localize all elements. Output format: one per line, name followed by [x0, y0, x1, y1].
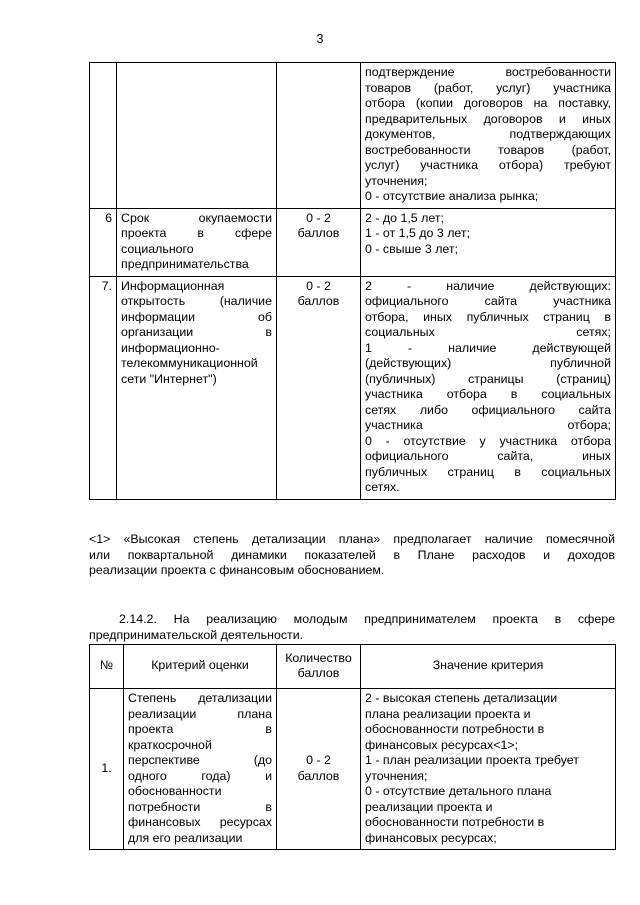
text-line: Информационная [121, 278, 225, 293]
text-line: реализации проекта и [365, 799, 493, 814]
row-number [90, 63, 117, 209]
text-line: реализации плана [128, 706, 272, 721]
text-line: краткосрочной [128, 737, 212, 752]
text-line: обоснованности [128, 784, 222, 798]
header-points [277, 645, 361, 689]
text-line: 0 - отсутствие детального плана [365, 784, 552, 798]
text-line: финансовых ресурсах<1>; [365, 737, 519, 752]
text-line: реализации проекта с финансовым обоснованием. [89, 563, 385, 577]
text-line: уточнения; [365, 173, 428, 188]
text-line: 0 - отсутствие анализа рынка; [365, 189, 539, 203]
text-line: Степень детализации [128, 691, 272, 705]
row-number: 6 [90, 208, 117, 276]
text-line: <1> «Высокая степень детализации плана» предполагает наличие помесячной [89, 532, 615, 546]
text-line: сетях либо официального сайта [365, 402, 611, 417]
row-number: 1. [90, 689, 124, 850]
text-line: открытость (наличие [121, 294, 272, 308]
text-line: 0 - отсутствие у участника отбора [365, 433, 611, 448]
header-value: Значение критерия [361, 645, 616, 689]
table-row [90, 63, 616, 209]
criterion-cell [117, 276, 277, 499]
text-line: предварительных договоров и иных [365, 111, 611, 126]
text-line: 2.14.2. На реализацию молодым предпринимателем проекта в сфере [119, 612, 615, 626]
text-line: 2 - наличие действующих: [365, 278, 611, 293]
text-line: услуг) участника отбора) требуют [365, 158, 611, 172]
text-line: 1 - от 1,5 до 3 лет; [365, 226, 471, 240]
text-line: баллов [297, 666, 340, 680]
text-line: документов, подтверждающих [365, 127, 611, 141]
text-line: перспективе (до [128, 753, 272, 767]
text-line: отбора, иных публичных страниц в [365, 309, 611, 324]
text-line: Количество [285, 650, 352, 665]
page-number: 3 [316, 32, 324, 46]
value-cell [361, 689, 616, 850]
text-line: 0 - свыше 3 лет; [365, 241, 459, 256]
text-line: участника отбора; [365, 418, 611, 432]
text-line: информации об [121, 309, 272, 324]
text-line: телекоммуникационной [121, 356, 258, 370]
criteria-table-continued [89, 62, 616, 500]
text-line: социального [121, 241, 194, 256]
text-line: финансовых ресурсах; [365, 830, 497, 845]
table-row [90, 276, 616, 499]
header-criterion: Критерий оценки [124, 645, 277, 689]
text-line: 2 - высокая степень детализации [365, 691, 558, 705]
text-line: обоснованности потребности в [365, 722, 545, 736]
text-line: сети "Интернет") [121, 371, 217, 386]
value-cell [361, 63, 616, 209]
text-line: предпринимательской деятельности. [89, 627, 304, 642]
text-line: Срок окупаемости [121, 210, 272, 225]
criterion-cell [117, 63, 277, 209]
footnote [89, 532, 615, 579]
text-line: 1 - план реализации проекта требует [365, 753, 579, 767]
text-line: одного года) и [128, 768, 272, 783]
text-line: подтверждение востребованности [365, 65, 611, 79]
text-line: (публичных) страницы (страниц) [365, 371, 611, 386]
value-cell [361, 208, 616, 276]
text-line: для его реализации [128, 830, 243, 845]
text-line: информационно- [121, 340, 220, 355]
text-line: сетях. [365, 480, 400, 494]
text-line: (действующих) публичной [365, 356, 611, 370]
text-line: организации в [121, 325, 272, 339]
text-line: 0 - 2 [306, 753, 331, 767]
text-line: 1 - наличие действующей [365, 340, 611, 355]
text-line: баллов [297, 226, 340, 240]
text-line: обоснованности потребности в [365, 815, 545, 829]
row-number: 7. [90, 276, 117, 499]
section-paragraph [89, 612, 615, 643]
table-row [90, 208, 616, 276]
criterion-cell [124, 689, 277, 850]
points-cell [277, 689, 361, 850]
criteria-table-young-entrepreneur [89, 644, 616, 850]
text-line: 0 - 2 [306, 278, 331, 293]
points-cell [277, 276, 361, 499]
text-line: 2 - до 1,5 лет; [365, 210, 444, 225]
text-line: баллов [297, 294, 340, 308]
text-line: проекта в сфере [121, 226, 272, 240]
points-cell [277, 63, 361, 209]
text-line: 0 - 2 [306, 210, 331, 225]
text-line: плана реализации проекта и [365, 706, 531, 721]
text-line: публичных страниц в социальных [365, 464, 611, 479]
text-line: баллов [297, 768, 340, 783]
text-line: участника отбора в социальных [365, 387, 611, 401]
text-line: товаров (работ, услуг) участника [365, 80, 611, 95]
text-line: отбора (копии договоров на поставку, [365, 96, 611, 110]
text-line: потребности в [128, 799, 272, 814]
value-cell [361, 276, 616, 499]
table-header-row [90, 645, 616, 689]
text-line: финансовых ресурсах [128, 815, 272, 829]
text-line: официального сайта участника [365, 294, 611, 308]
text-line: проекта в [128, 722, 272, 736]
text-line: востребованности товаров (работ, [365, 142, 611, 157]
text-line: или поквартальной динамики показателей в Плане расходов и доходов [89, 547, 615, 562]
text-line: социальных сетях; [365, 325, 611, 339]
criterion-cell [117, 208, 277, 276]
header-num: № [90, 645, 124, 689]
text-line: официального сайта, иных [365, 449, 611, 463]
text-line: предпринимательства [121, 257, 249, 271]
table-row [90, 689, 616, 850]
text-line: уточнения; [365, 768, 428, 783]
points-cell [277, 208, 361, 276]
